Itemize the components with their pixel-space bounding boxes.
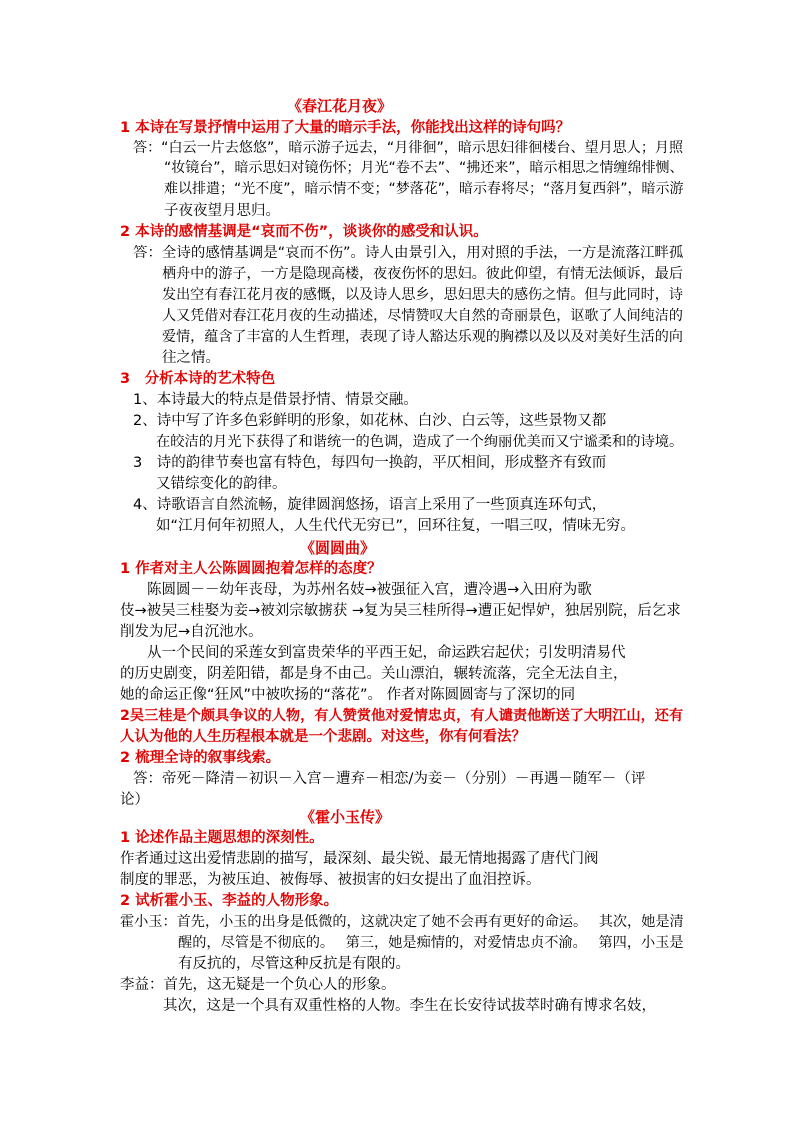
question-heading: 2吴三桂是个颇具争议的人物，有人赞赏他对爱情忠贞，有人谴责他断送了大明江山，还有: [120, 708, 684, 724]
question-heading: 3 分析本诗的艺术特色: [120, 371, 276, 387]
list-item: 1、本诗最大的特点是借景抒情、情景交融。: [133, 392, 418, 408]
answer-text: 答：“白云一片去悠悠”，暗示游子远去，“月徘徊”，暗示思妇徘徊楼台、望月思人；月照: [133, 140, 684, 156]
body-text: 制度的罪恶，为被压迫、被侮辱、被损害的妇女提出了血泪控诉。: [120, 872, 541, 888]
body-text: 她的命运正像“狂风”中被吹扬的“落花”。 作者对陈圆圆寄与了深切的同: [120, 687, 576, 703]
question-heading: 2 本诗的感情基调是“哀而不伤”，谈谈你的感受和认识。: [120, 224, 488, 240]
question-heading: 2 梳理全诗的叙事线索。: [120, 750, 281, 766]
body-text: 从一个民间的采莲女到富贵荣华的平西王妃，命运跌宕起伏；引发明清易代: [147, 645, 626, 661]
body-text: 作者通过这出爱情悲剧的描写，最深刻、最尖锐、最无情地揭露了唐代门阀: [120, 851, 599, 867]
answer-text: 答：帝死－降清－初识－入宫－遭弃－相恋/为妾－（分别）－再遇－随军－（评: [133, 771, 646, 787]
list-item: 3 诗的韵律节奏也富有特色，每四句一换韵，平仄相间，形成整齐有致而: [133, 455, 607, 471]
section-title-yuanyuan: 《圆圆曲》: [300, 539, 376, 557]
question-heading: 2 试析霍小玉、李益的人物形象。: [120, 893, 339, 909]
answer-text: 栖舟中的游子，一方是隐现高楼，夜夜伤怀的思妇。彼此仰望，有情无法倾诉，最后: [162, 266, 683, 282]
answer-text: 人又凭借对春江花月夜的生动描述，尽情赞叹大自然的奇丽景色，讴歌了人间纯洁的: [162, 308, 683, 324]
section-title-huoxiaoyu: 《霍小玉传》: [300, 808, 391, 826]
answer-text: 往之情。: [162, 350, 220, 366]
body-text: 其次，这是一个具有双重性格的人物。李生在长安待试拔萃时确有博求名妓，: [163, 998, 656, 1014]
body-text: 霍小玉：首先，小玉的出身是低微的，这就决定了她不会再有更好的命运。 其次，她是清: [120, 914, 684, 930]
body-text: 醒的，尽管是不彻底的。 第三，她是痴情的，对爱情忠贞不渝。 第四，小玉是: [178, 935, 684, 951]
answer-text: 论）: [120, 792, 149, 808]
section-title-chunjiang: 《春江花月夜》: [287, 97, 393, 115]
answer-text: 子夜夜望月思归。: [164, 203, 280, 219]
body-text: 削发为尼→自沉池水。: [120, 624, 263, 640]
list-item: 在皎洁的月光下获得了和谐统一的色调，造成了一个绚丽优美而又宁谧柔和的诗境。: [156, 434, 684, 450]
list-item: 4、诗歌语言自然流畅，旋律圆润悠扬，语言上采用了一些顶真连环句式，: [133, 497, 607, 513]
answer-text: 发出空有春江花月夜的感慨，以及诗人思乡，思妇思夫的感伤之情。但与此同时，诗: [162, 287, 683, 303]
answer-text: 难以排遣；“光不度”，暗示情不变；“梦落花”，暗示春将尽；“落月复西斜”，暗示游: [164, 181, 684, 197]
body-text: 的历史剧变，阴差阳错，都是身不由己。关山漂泊，辗转流落，完全无法自主，: [120, 666, 628, 682]
body-text: 陈圆圆－－幼年丧母，为苏州名妓→被强征入宫，遭冷遇→入田府为歌: [147, 582, 592, 598]
answer-text: “妆镜台”，暗示思妇对镜伤怀；月光“卷不去”、“拂还来”，暗示相思之情缠绵悱恻、: [164, 160, 684, 176]
body-text: 伎→被吴三桂娶为妾→被刘宗敏掳获 →复为吴三桂所得→遭正妃悍妒，独居别院，后乞求: [120, 603, 681, 619]
body-text: 有反抗的，尽管这种反抗是有限的。: [178, 956, 410, 972]
question-heading: 1 本诗在写景抒情中运用了大量的暗示手法，你能找出这样的诗句吗？: [120, 120, 571, 136]
list-item: 又错综变化的韵律。: [156, 476, 287, 492]
question-heading: 人认为他的人生历程根本就是一个悲剧。对这些，你有何看法？: [120, 729, 526, 745]
answer-text: 爱情，蕴含了丰富的人生哲理，表现了诗人豁达乐观的胸襟以及以及对美好生活的向: [162, 329, 683, 345]
list-item: 如“江月何年初照人，人生代代无穷已”，回环往复，一唱三叹，情味无穷。: [156, 518, 636, 534]
answer-text: 答：全诗的感情基调是“哀而不伤”。诗人由景引入，用对照的手法，一方是流落江畔孤: [133, 245, 684, 261]
question-heading: 1 作者对主人公陈圆圆抱着怎样的态度？: [120, 561, 382, 577]
list-item: 2、诗中写了许多色彩鲜明的形象，如花林、白沙、白云等，这些景物又都: [133, 413, 607, 429]
body-text: 李益：首先，这无疑是一个负心人的形象。: [120, 977, 396, 993]
question-heading: 1 论述作品主题思想的深刻性。: [120, 830, 324, 846]
